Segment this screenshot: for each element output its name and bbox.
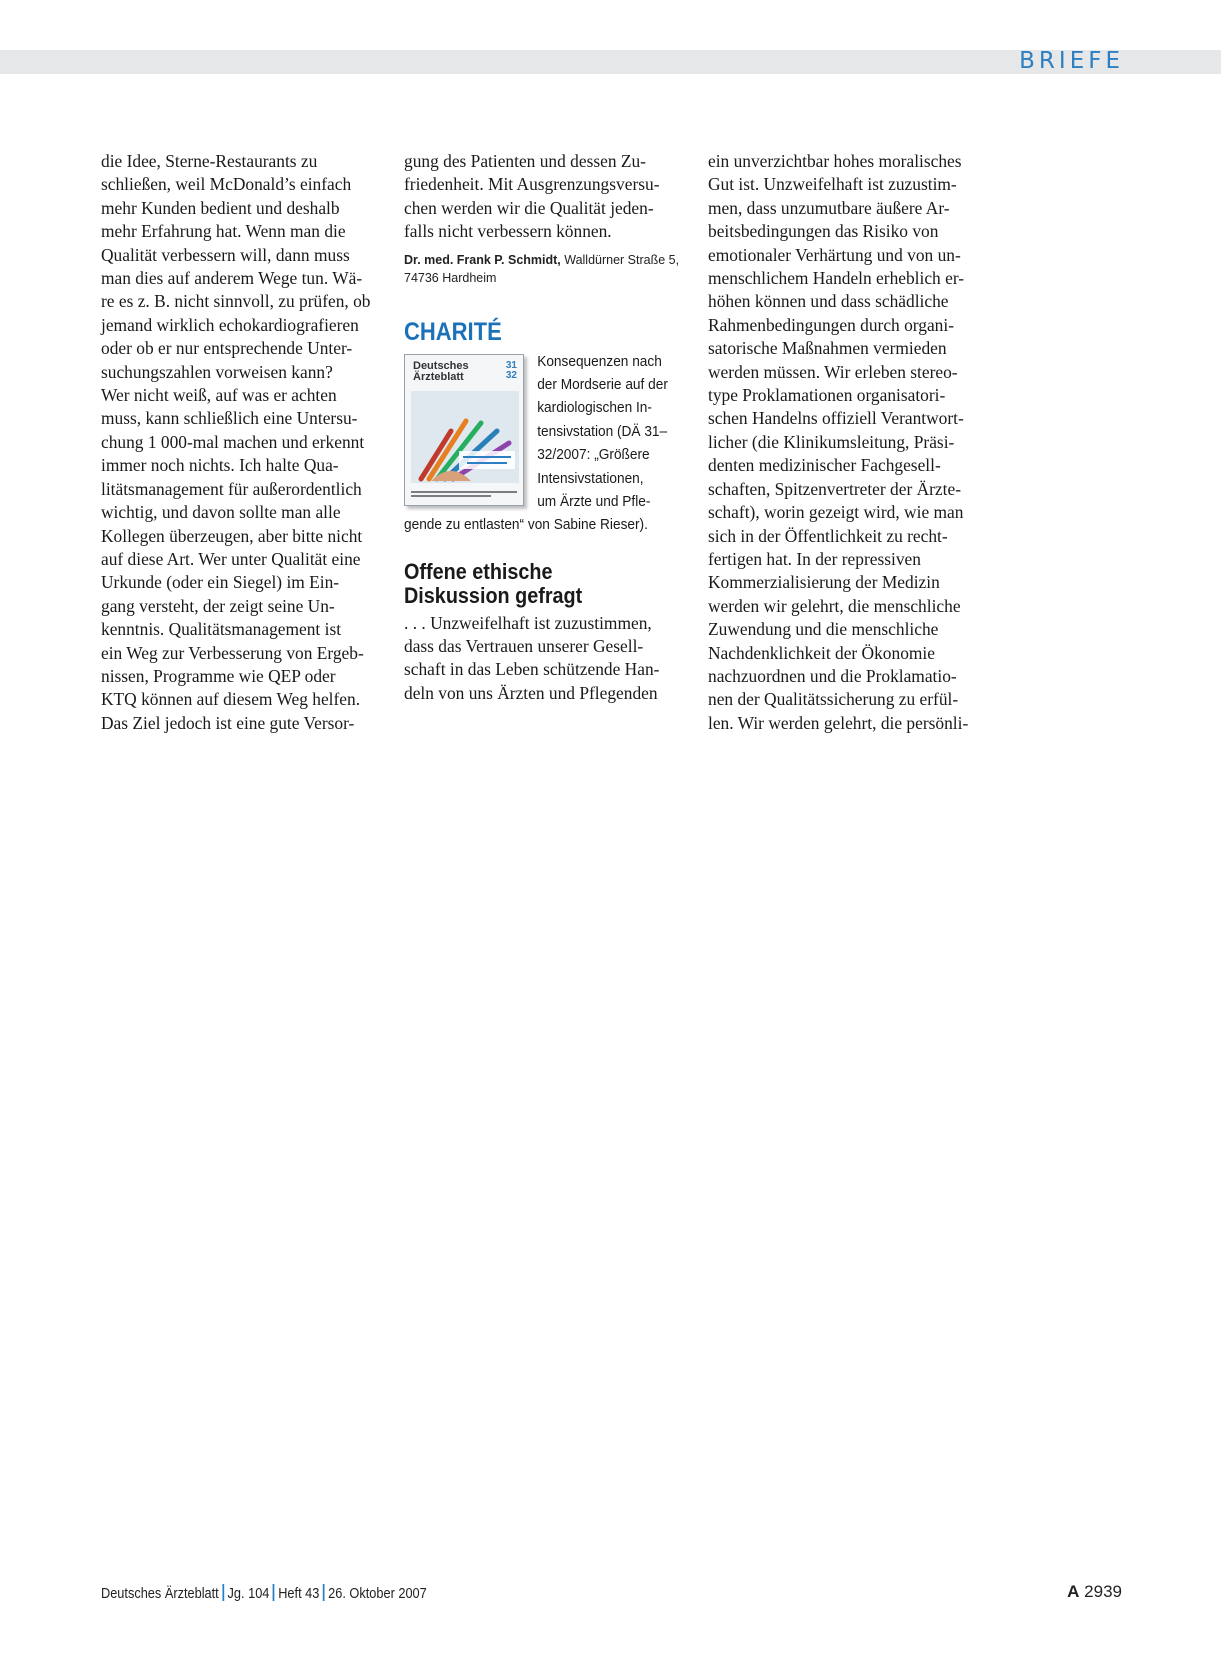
text-line: satorische Maßnahmen vermieden: [708, 338, 947, 359]
intro-line: kardiologischen In-: [537, 399, 652, 417]
footer-separator: [323, 1584, 325, 1601]
text-line: Rahmenbedingungen durch organi-: [708, 314, 954, 335]
text-line: schaft), worin gezeigt wird, wie man: [708, 502, 964, 523]
footer-citation: [101, 1584, 427, 1602]
text-line: muss, kann schließlich eine Untersu-: [101, 408, 358, 429]
column-2: [404, 150, 690, 705]
text-line: schaft in das Leben schützende Han-: [404, 659, 660, 680]
intro-line: gende zu entlasten“ von Sabine Rieser).: [404, 516, 648, 534]
text-line: Kollegen überzeugen, aber bitte nicht: [101, 525, 363, 546]
footer-journal: Deutsches Ärzteblatt: [101, 1586, 219, 1602]
article-intro-text: [404, 350, 668, 537]
text-line: sich in der Öffentlichkeit zu recht-: [708, 525, 948, 546]
text-line: chen werden wir die Qualität jeden-: [404, 197, 654, 218]
text-line: type Proklamationen organisatori-: [708, 385, 946, 406]
text-line: werden wir gelehrt, die menschliche: [708, 595, 961, 616]
text-line: . . . Unzweifelhaft ist zuzustimmen,: [404, 612, 652, 633]
text-line: Gut ist. Unzweifelhaft ist zuzustim-: [708, 174, 957, 195]
text-line: mehr Kunden bedient und deshalb: [101, 197, 340, 218]
text-line: schen Handelns offiziell Verantwort-: [708, 408, 964, 429]
cover-issue-line-1: 31: [505, 359, 517, 371]
intro-line: tensivstation (DÄ 31–: [537, 422, 668, 440]
column-1: [101, 150, 386, 735]
letter-heading-line-2: Diskussion gefragt: [404, 582, 583, 608]
text-line: immer noch nichts. Ich halte Qua-: [101, 455, 339, 476]
text-line: Kommerzialisierung der Medizin: [708, 572, 940, 593]
page-number: [1067, 1582, 1122, 1602]
page-number-value: 2939: [1079, 1582, 1122, 1601]
text-line: auf diese Art. Wer unter Qualität eine: [101, 548, 361, 569]
intro-line: Konsequenzen nach: [537, 352, 662, 370]
signature-address-line-2: 74736 Hardheim: [404, 270, 497, 285]
text-line: wichtig, und davon sollte man alle: [101, 502, 341, 523]
text-line: oder ob er nur entsprechende Unter-: [101, 338, 353, 359]
text-line: fertigen hat. In der repressiven: [708, 548, 921, 569]
cover-issue-line-2: 32: [505, 369, 517, 381]
footer-date: 26. Oktober 2007: [328, 1586, 427, 1602]
text-line: schließen, weil McDonald’s einfach: [101, 174, 352, 195]
intro-line: der Mordserie auf der: [537, 376, 668, 394]
text-line: deln von uns Ärzten und Pflegenden: [404, 682, 658, 703]
text-line: nen der Qualitätssicherung zu erfül-: [708, 689, 959, 710]
text-line: suchungszahlen vorweisen kann?: [101, 361, 333, 382]
text-line: nissen, Programme wie QEP oder: [101, 665, 336, 686]
text-line: nachzuordnen und die Proklamatio-: [708, 665, 957, 686]
column-2-text: [404, 150, 690, 244]
letter-body-start: [404, 612, 690, 706]
page-prefix: A: [1067, 1582, 1080, 1601]
text-line: gung des Patienten und dessen Zu-: [404, 151, 646, 171]
footer-separator: [222, 1584, 224, 1601]
text-line: kenntnis. Qualitätsmanagement ist: [101, 619, 342, 640]
column-3: [708, 150, 993, 735]
letter-signature: [404, 251, 690, 287]
letter-heading-line-1: Offene ethische: [404, 558, 553, 584]
text-line: licher (die Klinikumsleitung, Präsi-: [708, 431, 955, 452]
text-line: Wer nicht weiß, auf was er achten: [101, 385, 337, 406]
text-line: Nachdenklichkeit der Ökonomie: [708, 642, 935, 663]
text-line: KTQ können auf diesem Weg helfen.: [101, 689, 361, 710]
section-heading-charite: CHARITÉ: [404, 317, 502, 346]
signature-name: Dr. med. Frank P. Schmidt,: [404, 252, 561, 267]
cover-title-line-2: Ärzteblatt: [413, 370, 464, 383]
text-line: die Idee, Sterne-Restaurants zu: [101, 151, 318, 171]
text-line: Das Ziel jedoch ist eine gute Versor-: [101, 712, 355, 733]
intro-line: um Ärzte und Pfle-: [537, 493, 651, 511]
footer-volume: Jg. 104: [227, 1586, 270, 1602]
footer-separator: [273, 1584, 275, 1601]
text-line: denten medizinischer Fachgesell-: [708, 455, 941, 476]
article-intro: [404, 350, 690, 550]
intro-line: Intensivstationen,: [537, 469, 644, 487]
text-line: dass das Vertrauen unserer Gesell-: [404, 636, 644, 657]
text-line: litätsmanagement für außerordentlich: [101, 478, 362, 499]
cover-title-line-1: Deutsches: [413, 359, 469, 372]
text-line: ein Weg zur Verbesserung von Ergeb-: [101, 642, 364, 663]
text-line: emotionaler Verhärtung und von un-: [708, 244, 961, 265]
section-label: BRIEFE: [1019, 48, 1124, 74]
text-line: men, dass unzumutbare äußere Ar-: [708, 197, 950, 218]
signature-address-line-1: Walldürner Straße 5,: [560, 252, 680, 267]
text-line: falls nicht verbessern können.: [404, 221, 612, 242]
text-line: Zuwendung und die menschliche: [708, 619, 939, 640]
text-line: mehr Erfahrung hat. Wenn man die: [101, 221, 346, 242]
text-line: menschlichem Handeln erheblich er-: [708, 268, 965, 289]
text-line: höhen können und dass schädliche: [708, 291, 949, 312]
footer-issue: Heft 43: [278, 1586, 320, 1602]
text-line: Urkunde (oder ein Siegel) im Ein-: [101, 572, 340, 593]
text-line: werden müssen. Wir erleben stereo-: [708, 361, 958, 382]
text-line: beitsbedingungen das Risiko von: [708, 221, 939, 242]
letter-heading: [404, 560, 661, 608]
intro-line: 32/2007: „Größere: [537, 446, 650, 464]
text-line: ein unverzichtbar hohes moralisches: [708, 151, 962, 171]
text-line: friedenheit. Mit Ausgrenzungsversu-: [404, 174, 660, 195]
text-line: len. Wir werden gelehrt, die persönli-: [708, 712, 969, 733]
text-line: Qualität verbessern will, dann muss: [101, 244, 350, 265]
text-line: re es z. B. nicht sinnvoll, zu prüfen, ob: [101, 291, 371, 312]
text-line: jemand wirklich echokardiografieren: [101, 314, 359, 335]
text-line: schaften, Spitzenvertreter der Ärzte-: [708, 478, 961, 499]
text-line: man dies auf anderem Wege tun. Wä-: [101, 268, 363, 289]
text-line: chung 1 000-mal machen und erkennt: [101, 431, 365, 452]
text-line: gang versteht, der zeigt seine Un-: [101, 595, 335, 616]
